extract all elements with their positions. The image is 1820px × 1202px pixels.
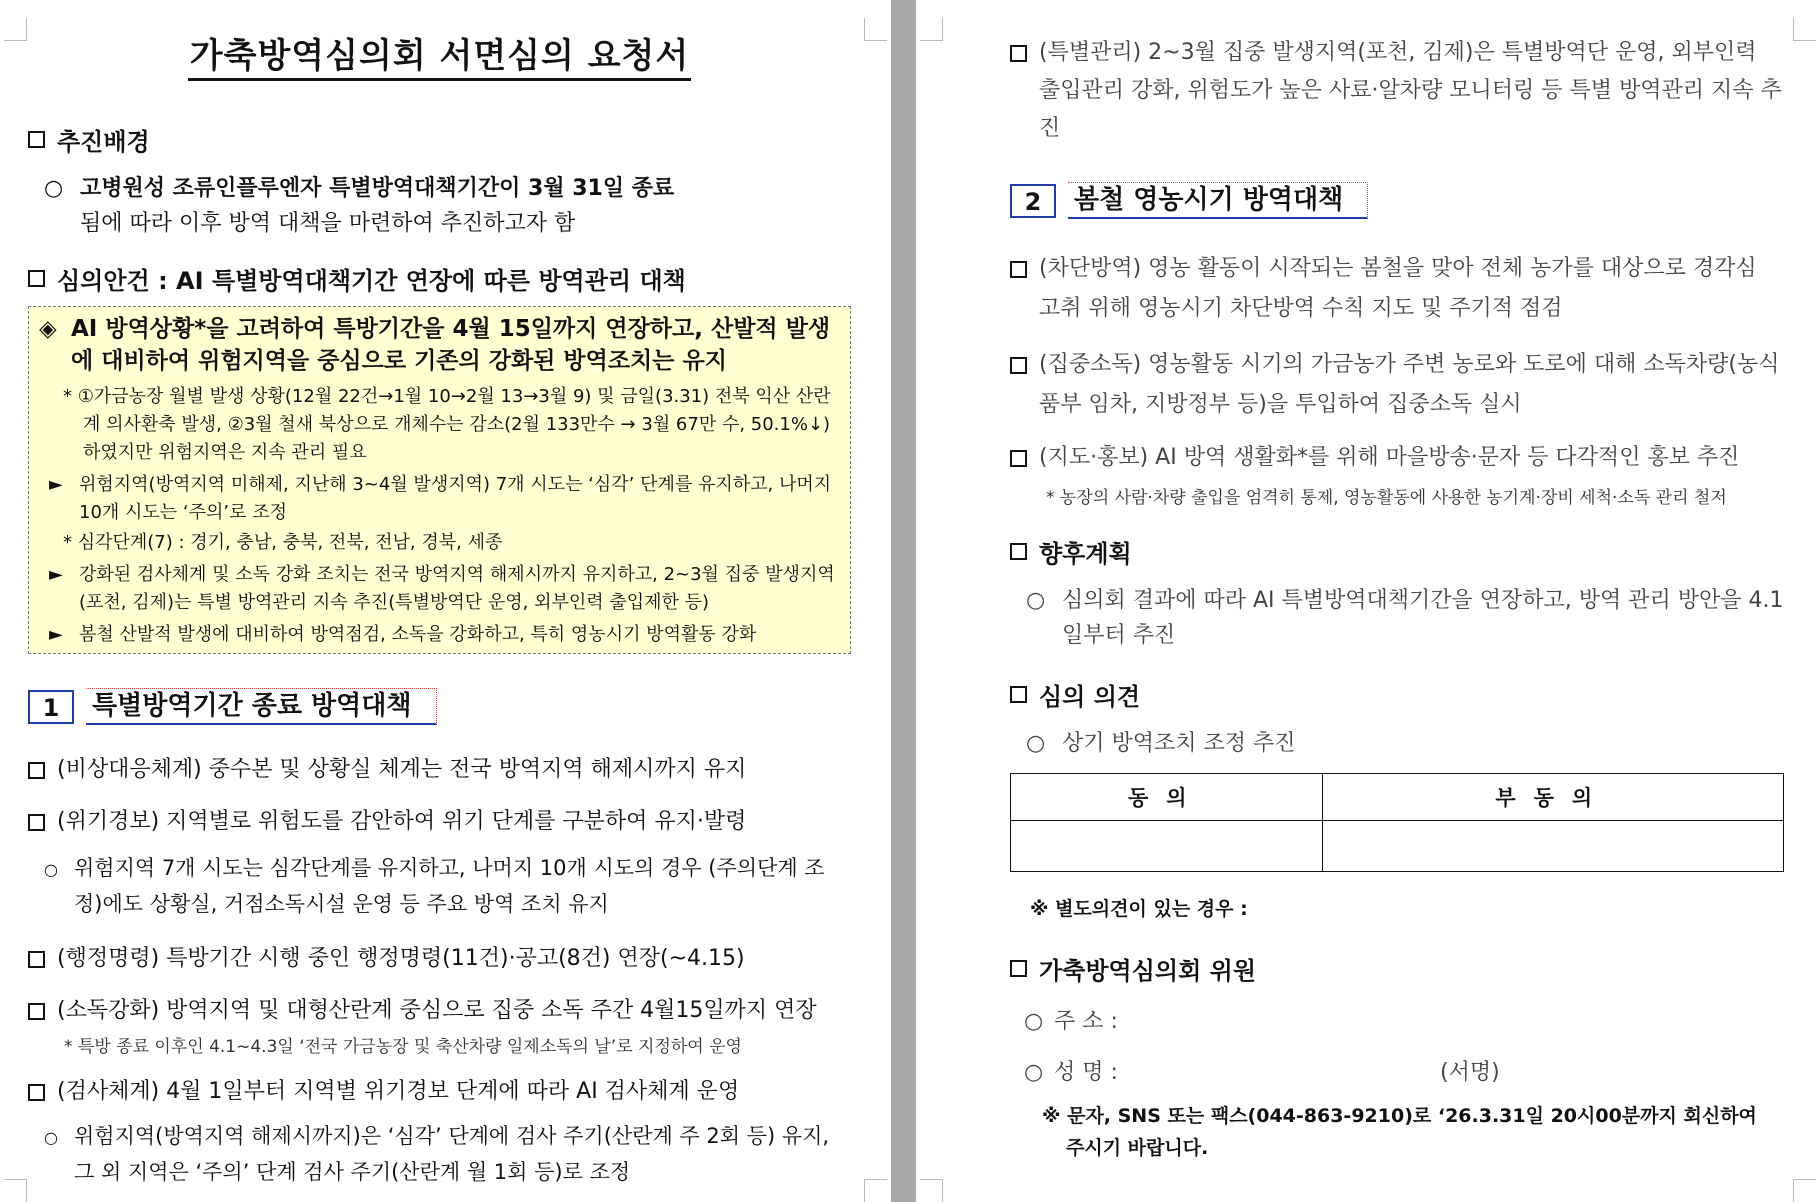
list-item-text: (비상대응체계) 중수본 및 상황실 체계는 전국 방역지역 해제시까지 유지	[57, 757, 747, 782]
list-item-text: (위기경보) 지역별로 위험도를 감안하여 위기 단계를 구분하여 유지·발령	[57, 809, 747, 834]
list-subitem-text: 위험지역 7개 시도는 심각단계를 유지하고, 나머지 10개 시도의 경우 (주의단계 조정)에도 상황실, 거점소독시설 운영 등 주요 방역 조치 유지	[74, 856, 825, 916]
section-heading-text: 향후계획	[1039, 540, 1132, 568]
checkbox-square-icon	[28, 270, 45, 287]
list-subitem	[28, 1119, 851, 1190]
summary-head-text: AI 방역상황*을 고려하여 특방기간을 4월 15일까지 연장하고, 산발적 발생에 대비하여 위험지역을 중심으로 기존의 강화된 방역조치는 유지	[71, 316, 831, 374]
summary-box	[28, 306, 851, 654]
list-item	[1010, 345, 1784, 425]
list-item	[1010, 34, 1784, 148]
page-corner-mark	[4, 1179, 27, 1202]
list-item-text: (특별관리) 2~3월 집중 발생지역(포천, 김제)은 특별방역단 운영, 외부인력 출입관리 강화, 위험도가 높은 사료·알차량 모니터링 등 특별 방역관리 지속 추진	[1039, 40, 1782, 141]
section-opinion-heading	[1010, 677, 1784, 712]
document-title-text: 가축방역심의회 서면심의 요청서	[188, 36, 692, 81]
checkbox-square-icon	[28, 814, 45, 831]
section-number-title: 봄철 영농시기 방역대책	[1068, 182, 1368, 219]
plan-paragraph	[1010, 583, 1784, 653]
summary-note: * ①가금농장 월별 발생 상황(12월 22건→1월 10→2월 13→3월 9) 및 금일(3.31) 전북 익산 산란계 의사환축 발생, ②3월 철새 북상으로 개체수는 감소(2월 133만수 → 3월 67만 수, 50.1%↓)하였지만 위험지역은 지속 관리 필요	[63, 386, 831, 463]
summary-bullet-text: 강화된 검사체계 및 소독 강화 조치는 전국 방역지역 해제시까지 유지하고, 2~3월 집중 발생지역(포천, 김제)는 특별 방역관리 지속 추진(특별방역단 운영, 외부인력 출입제한 등)	[79, 564, 835, 613]
summary-bullet	[39, 471, 840, 527]
section-background-heading	[28, 122, 851, 157]
document-page-left	[0, 0, 891, 1202]
page-corner-mark	[920, 18, 943, 41]
disagree-header-cell: 부동의	[1322, 774, 1783, 821]
name-label: 성 명 :	[1054, 1060, 1118, 1085]
section-number-box: 1	[28, 690, 74, 724]
plan-text: 심의회 결과에 따라 AI 특별방역대책기간을 연장하고, 방역 관리 방안을 4.1일부터 추진	[1062, 588, 1784, 648]
checkbox-square-icon	[28, 951, 45, 968]
summary-bullet-text: 위험지역(방역지역 미해제, 지난해 3~4월 발생지역) 7개 시도는 ‘심각’ 단계를 유지하고, 나머지 10개 시도는 ‘주의’로 조정	[79, 474, 832, 523]
checkbox-square-icon	[1010, 686, 1027, 703]
agree-mark-cell[interactable]	[1011, 821, 1323, 872]
checkbox-square-icon	[28, 762, 45, 779]
reply-instruction: ※ 문자, SNS 또는 팩스(044-863-9210)로 ‘26.3.31일 20시00분까지 회신하여 주시기 바랍니다.	[1042, 1105, 1757, 1159]
list-item	[28, 805, 851, 839]
checkbox-square-icon	[1010, 543, 1027, 560]
page-corner-mark	[920, 1179, 943, 1202]
page-corner-mark	[864, 1179, 887, 1202]
circle-bullet-icon: ○	[44, 860, 58, 879]
name-field	[1010, 1055, 1784, 1090]
section-number-box: 2	[1010, 184, 1056, 218]
address-field	[1010, 1004, 1784, 1039]
circle-bullet-icon: ○	[1024, 1009, 1044, 1034]
list-item-text: (집중소독) 영농활동 시기의 가금농가 주변 농로와 도로에 대해 소독차량(농식품부 임차, 지방정부 등)을 투입하여 집중소독 실시	[1039, 352, 1780, 417]
circle-bullet-icon: ○	[1024, 1060, 1044, 1085]
document-title	[28, 28, 851, 80]
background-text-b: 됨에 따라 이후 방역 대책을 마련하여 추진하고자 함	[80, 211, 576, 236]
summary-bullet	[39, 561, 840, 617]
arrow-bullet-icon: ►	[49, 624, 63, 645]
page-corner-mark	[1793, 1179, 1816, 1202]
circle-bullet-icon: ○	[44, 176, 64, 201]
address-label: 주 소 :	[1054, 1009, 1118, 1034]
summary-note: * 심각단계(7) : 경기, 충남, 충북, 전북, 전남, 경북, 세종	[63, 532, 503, 553]
section-heading-text: 추진배경	[57, 128, 150, 156]
page-corner-mark	[4, 18, 27, 41]
section-1-heading	[28, 688, 851, 725]
checkbox-square-icon	[1010, 261, 1027, 278]
circle-bullet-icon: ○	[44, 1128, 58, 1147]
agree-header-cell: 동의	[1011, 774, 1323, 821]
summary-head	[39, 313, 840, 377]
list-item-text: (검사체계) 4월 1일부터 지역별 위기경보 단계에 따라 AI 검사체계 운영	[57, 1079, 740, 1104]
list-item-text: (행정명령) 특방기간 시행 중인 행정명령(11건)·공고(8건) 연장(~4.15)	[57, 946, 745, 971]
list-item-note: * 농장의 사람·차량 출입을 엄격히 통제, 영농활동에 사용한 농기계·장비 세척·소독 관리 철저	[1046, 488, 1727, 508]
section-member-heading	[1010, 951, 1784, 986]
section-plan-heading	[1010, 534, 1784, 569]
section-number-title: 특별방역기간 종료 방역대책	[86, 688, 437, 725]
list-item	[28, 994, 851, 1028]
checkbox-square-icon	[1010, 357, 1027, 374]
list-item-text: (소독강화) 방역지역 및 대형산란계 중심으로 집중 소독 주간 4월15일까지 연장	[57, 998, 817, 1023]
checkbox-square-icon	[28, 1003, 45, 1020]
checkbox-square-icon	[28, 1084, 45, 1101]
checkbox-square-icon	[1010, 450, 1027, 467]
checkbox-square-icon	[28, 131, 45, 148]
section-agenda-heading	[28, 261, 851, 296]
page-corner-mark	[864, 18, 887, 41]
checkbox-square-icon	[1010, 960, 1027, 977]
list-subitem	[28, 851, 851, 922]
table-row	[1011, 774, 1784, 821]
other-opinion-label: ※ 별도의견이 있는 경우 :	[1030, 898, 1248, 920]
section-heading-text: 가축방역심의회 위원	[1039, 957, 1257, 985]
circle-bullet-icon: ○	[1026, 731, 1046, 756]
section-2-heading	[1010, 182, 1784, 219]
list-item	[1010, 441, 1784, 475]
vote-table	[1010, 773, 1784, 872]
page-corner-mark	[1793, 18, 1816, 41]
diamond-bullet-icon: ◈	[39, 316, 57, 342]
section-heading-text: 심의안건 : AI 특별방역대책기간 연장에 따른 방역관리 대책	[57, 267, 686, 295]
summary-bullet-text: 봄철 산발적 발생에 대비하여 방역점검, 소독을 강화하고, 특히 영농시기 방역활동 강화	[79, 624, 757, 645]
list-item-text: (차단방역) 영농 활동이 시작되는 봄철을 맞아 전체 농가를 대상으로 경각심 고취 위해 영농시기 차단방역 수칙 지도 및 주기적 점검	[1039, 256, 1757, 321]
summary-bullet	[39, 621, 840, 649]
background-text-a: 고병원성 조류인플루엔자 특별방역대책기간이 3월 31일 종료	[80, 176, 675, 201]
opinion-paragraph	[1010, 726, 1784, 761]
signature-label: (서명)	[1440, 1060, 1500, 1085]
list-item	[28, 753, 851, 787]
checkbox-square-icon	[1010, 45, 1027, 62]
arrow-bullet-icon: ►	[49, 564, 63, 585]
list-item-note: * 특방 종료 이후인 4.1~4.3일 ‘전국 가금농장 및 축산차량 일제소독의 날’로 지정하여 운영	[64, 1037, 742, 1057]
list-subitem-text: 위험지역(방역지역 해제시까지)은 ‘심각’ 단계에 검사 주기(산란계 주 2회 등) 유지, 그 외 지역은 ‘주의’ 단계 검사 주기(산란계 월 1회 등)로 조정	[74, 1124, 830, 1184]
list-item-text: (지도·홍보) AI 방역 생활화*를 위해 마을방송·문자 등 다각적인 홍보 추진	[1039, 445, 1740, 470]
list-item	[28, 942, 851, 976]
disagree-mark-cell[interactable]	[1322, 821, 1783, 872]
arrow-bullet-icon: ►	[49, 474, 63, 495]
table-row	[1011, 821, 1784, 872]
circle-bullet-icon: ○	[1026, 588, 1046, 613]
list-item	[28, 1075, 851, 1109]
opinion-text: 상기 방역조치 조정 추진	[1062, 731, 1296, 756]
section-heading-text: 심의 의견	[1039, 683, 1141, 711]
background-paragraph	[28, 171, 851, 241]
list-item	[1010, 249, 1784, 329]
document-page-right	[916, 0, 1820, 1202]
